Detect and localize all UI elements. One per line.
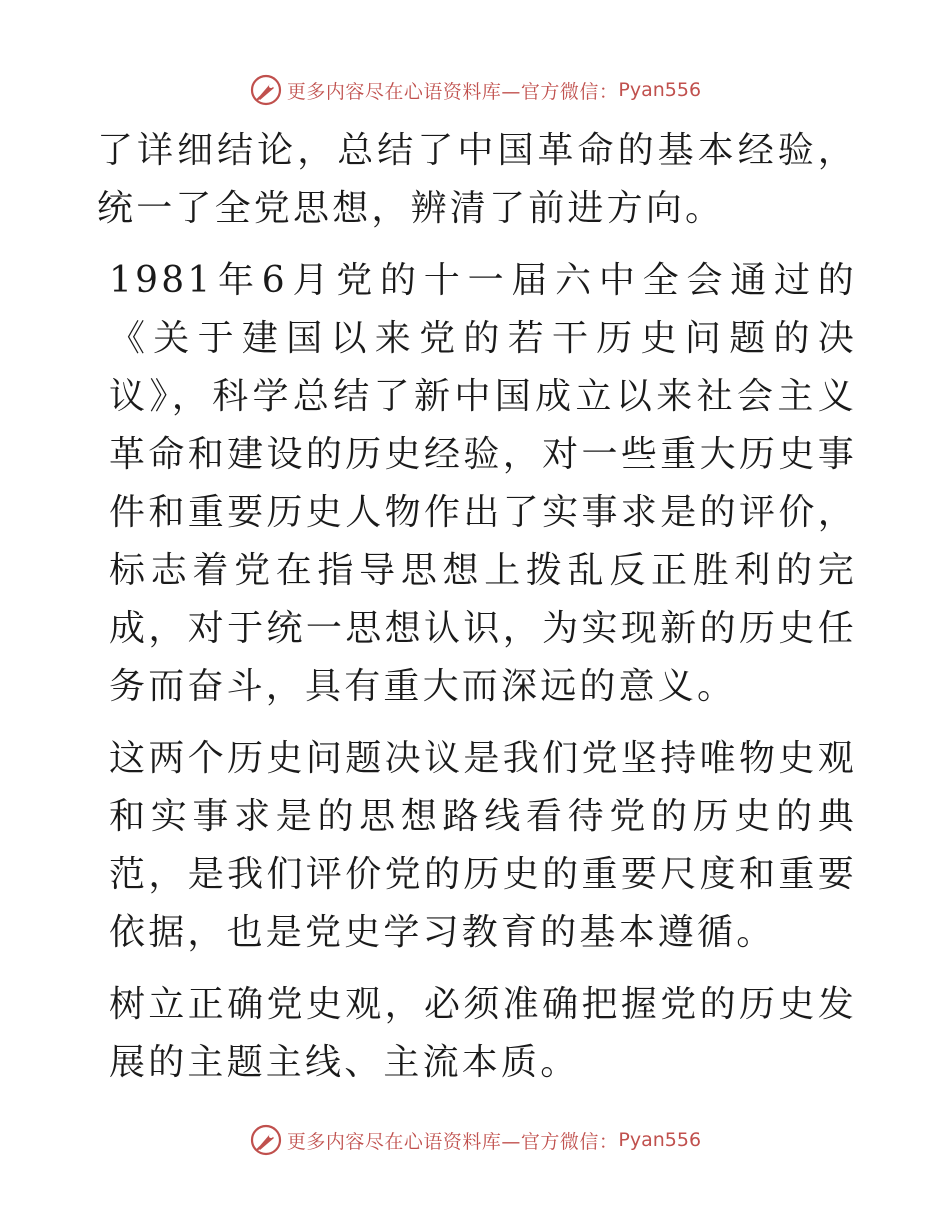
footer-banner-text: 更多内容尽在心语资料库—官方微信： [286,1130,619,1153]
document-body [97,122,857,1092]
paragraph-2: 1981年6月党的十一届六中全会通过的《关于建国以来党的若干历史问题的决议》，科学总结了新中国成立以来社会主义革命和建设的历史经验，对一些重大历史事件和重要历史人物作出了实事求是的评价，标志着党在指导思想上拨乱反正胜利的完成，对于统一思想认识，为实现新的历史任务而奋斗，具有重大而深远的意义。 [109,260,857,707]
paragraph-1: 了详细结论，总结了中国革命的基本经验，统一了全党思想，辨清了前进方向。 [97,130,857,229]
header-banner-text: 更多内容尽在心语资料库—官方微信： [286,80,619,103]
pen-nib-logo-icon [249,1123,283,1157]
footer-banner-account: Pyan556 [618,1129,702,1151]
pen-nib-logo-icon [249,73,283,107]
paragraph-3: 这两个历史问题决议是我们党坚持唯物史观和实事求是的思想路线看待党的历史的典范，是我们评价党的历史的重要尺度和重要依据，也是党史学习教育的基本遵循。 [109,738,857,953]
header-banner-account: Pyan556 [618,79,702,101]
paragraph-4: 树立正确党史观，必须准确把握党的历史发展的主题主线、主流本质。 [109,984,857,1083]
header-banner [0,70,950,110]
footer-banner [0,1120,950,1160]
